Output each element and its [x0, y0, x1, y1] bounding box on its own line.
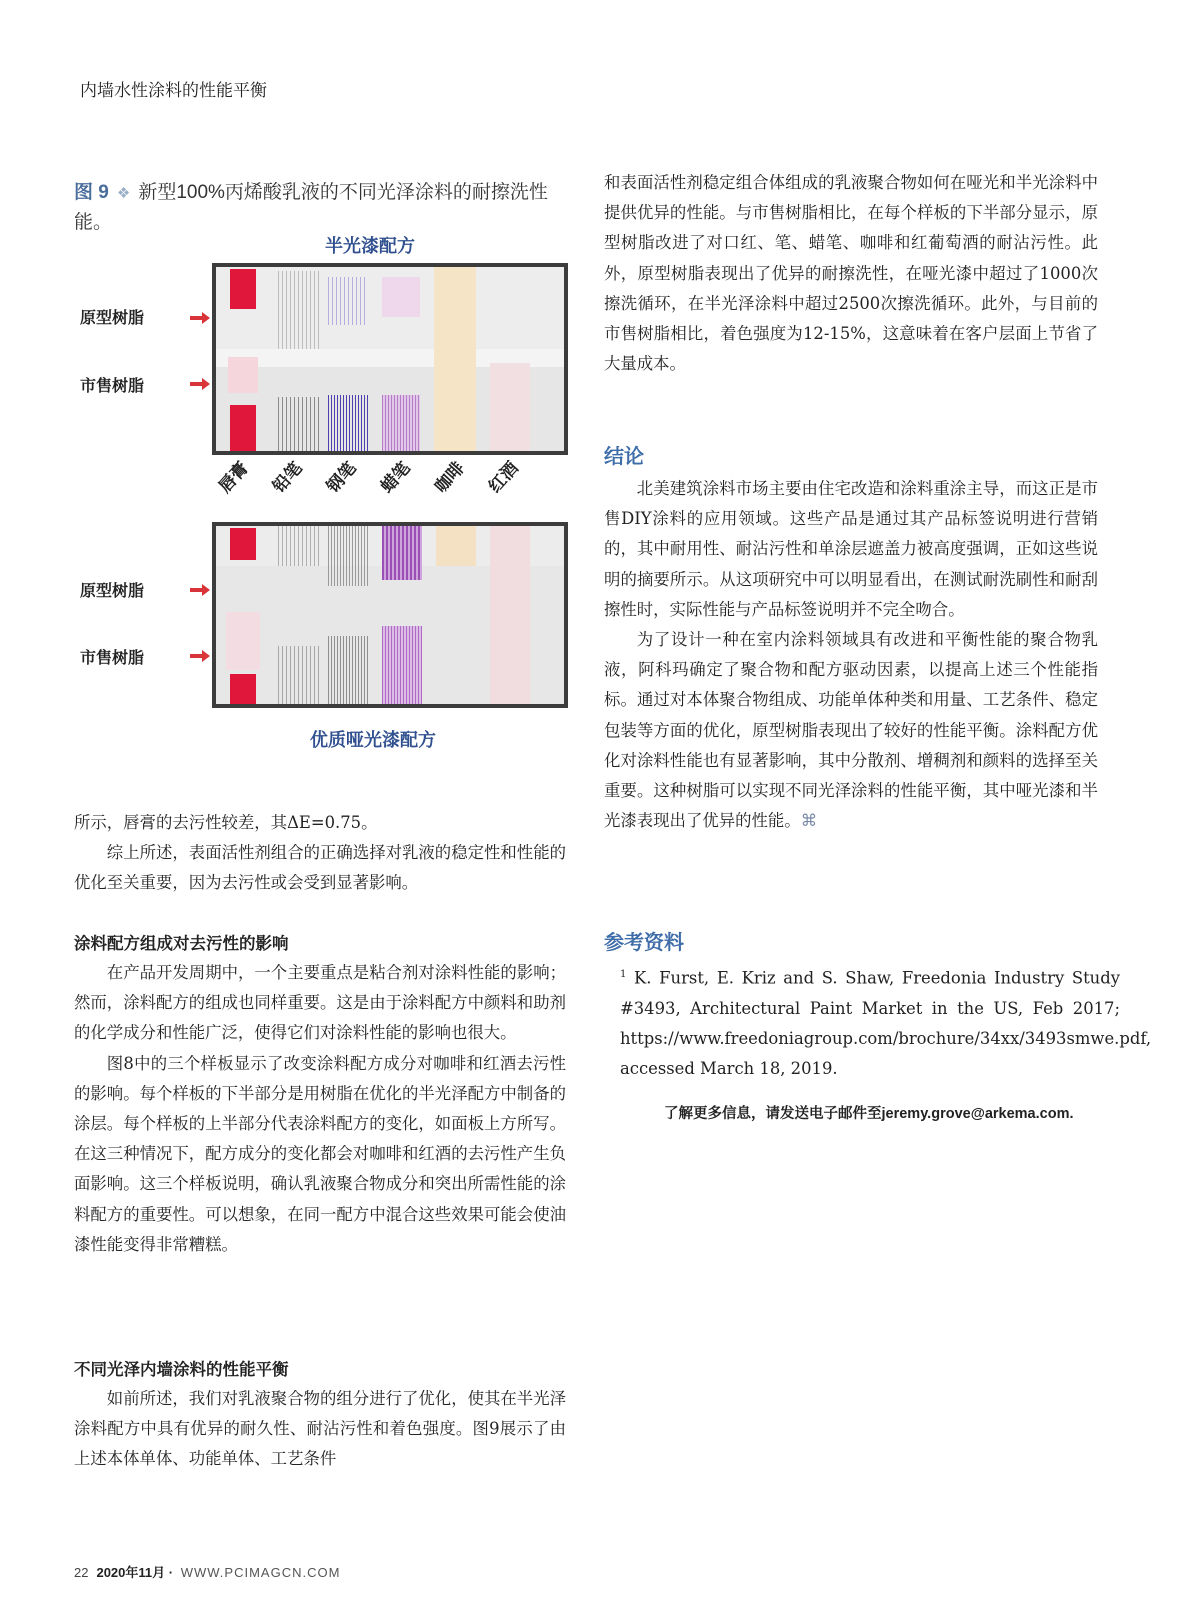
left-column-block-2 — [74, 958, 566, 1260]
issue-date: 2020年11月 · — [96, 1565, 174, 1580]
paragraph: 在产品开发周期中，一个主要重点是粘合剂对涂料性能的影响；然而，涂料配方的组成也同样重要。这是由于涂料配方中颜料和助剂的化学成分和性能广泛，使得它们对涂料性能的影响也很大。 — [74, 963, 566, 1043]
pen-stain-lower — [328, 395, 368, 453]
references-heading: 参考资料 — [604, 932, 684, 954]
lane-label-lipstick: 唇膏 — [215, 458, 253, 497]
diamond-icon: ❖ — [116, 185, 131, 202]
lipstick-stain-lower — [230, 674, 256, 708]
lane-label-coffee: 咖啡 — [431, 458, 469, 497]
pen-stain-lower — [328, 636, 370, 708]
paragraph: 所示，唇膏的去污性较差，其ΔE=0.75。 — [74, 813, 378, 832]
lipstick-stain-lower — [230, 405, 256, 451]
paragraph — [604, 625, 1098, 836]
paragraph-text: 为了设计一种在室内涂料领域具有改进和平衡性能的聚合物乳液，阿科玛确定了聚合物和配方驱动因素，以提高上述三个性能指标。通过对本体聚合物组成、功能单体种类和用量、工艺条件、稳定包装等方面的优化，原型树脂表现出了较好的性能平衡。涂料配方优化对涂料性能也有显著影响，其中分散剂、增稠剂和颜料的选择至关重要。这种树脂可以实现不同光泽涂料的性能平衡，其中哑光漆和半光漆表现出了优异的性能。 — [604, 630, 1098, 831]
pencil-stain-upper — [278, 271, 322, 349]
right-column-block-1 — [604, 168, 1098, 379]
pencil-stain-upper — [278, 526, 322, 566]
coffee-stain — [436, 526, 476, 566]
row-label-prototype-top: 原型树脂 — [80, 310, 145, 327]
paragraph: 图8中的三个样板显示了改变涂料配方成分对咖啡和红酒去污性的影响。每个样板的下半部分是用树脂在优化的半光泽配方中制备的涂层。每个样板的上半部分代表涂料配方的变化，如面板上方所写。在这三种情况下，配方成分的变化都会对咖啡和红酒的去污性产生负面影响。这三个样板说明，确认乳液聚合物成分和突出所需性能的涂料配方的重要性。可以想象，在同一配方中混合这些效果可能会使油漆性能变得非常糟糕。 — [74, 1053, 566, 1254]
running-head: 内墙水性涂料的性能平衡 — [80, 81, 267, 100]
wine-stain — [490, 363, 530, 455]
lipstick-stain-faint — [228, 357, 258, 393]
arrow-right-icon — [190, 584, 210, 596]
paragraph: 如前所述，我们对乳液聚合物的组分进行了优化，使其在半光泽涂料配方中具有优异的耐久性、耐沾污性和着色强度。图9展示了由上述本体单体、功能单体、工艺条件 — [74, 1389, 566, 1469]
figure-caption — [74, 178, 564, 237]
arrow-right-icon — [190, 378, 210, 390]
left-column-block-1 — [74, 808, 566, 899]
paragraph: 综上所述，表面活性剂组合的正确选择对乳液的稳定性和性能的优化至关重要，因为去污性或会受到显著影响。 — [74, 843, 566, 893]
conclusion-heading: 结论 — [604, 446, 644, 468]
reference-number: 1 — [620, 969, 627, 980]
lane-label-crayon: 蜡笔 — [377, 458, 415, 497]
pen-stain-upper — [328, 526, 370, 586]
lipstick-stain-faint — [226, 612, 260, 670]
figure-label: 图 9 — [74, 182, 109, 203]
figure-caption-text: 新型100%丙烯酸乳液的不同光泽涂料的耐擦洗性能。 — [74, 182, 548, 233]
paragraph: 北美建筑涂料市场主要由住宅改造和涂料重涂主导，而这正是市售DIY涂料的应用领域。这些产品是通过其产品标签说明进行营销的，其中耐用性、耐沾污性和单涂层遮盖力被高度强调，正如这些说明的摘要所示。从这项研究中可以明显看出，在测试耐洗刷性和耐刮擦性时，实际性能与产品标签说明并不完全吻合。 — [604, 479, 1098, 619]
row-label-commercial-top: 市售树脂 — [80, 378, 145, 395]
crayon-stain-lower — [382, 395, 420, 453]
pen-stain-upper — [328, 277, 368, 325]
right-column-block-2 — [604, 474, 1098, 836]
website-link[interactable]: WWW.PCIMAGCN.COM — [180, 1565, 341, 1580]
left-column-block-3 — [74, 1384, 566, 1475]
lane-label-pencil: 铅笔 — [269, 458, 307, 497]
reference-text: K. Furst, E. Kriz and S. Shaw, Freedonia Industry Study #3493, Architectural Paint Market in the US, Feb 2017; https://www.freedoniagroup.com/brochure/34xx/3493smwe.pdf, accessed March 18, 2019. — [620, 968, 1152, 1079]
arrow-right-icon — [190, 312, 210, 324]
page-number: 22 — [74, 1565, 89, 1580]
paragraph: 和表面活性剂稳定组合体组成的乳液聚合物如何在哑光和半光涂料中提供优异的性能。与市售树脂相比，在每个样板的下半部分显示，原型树脂改进了对口红、笔、蜡笔、咖啡和红葡萄酒的耐沾污性。此外，原型树脂表现出了优异的耐擦洗性，在哑光漆中超过了1000次擦洗循环，在半光泽涂料中超过2500次擦洗循环。此外，与目前的市售树脂相比，着色强度为12-15%，这意味着在客户层面上节省了大量成本。 — [604, 173, 1098, 374]
bottom-sample-panel — [212, 522, 568, 708]
pencil-stain-lower — [278, 397, 322, 453]
lipstick-stain-upper — [230, 269, 256, 309]
end-mark-icon: ⌘ — [800, 811, 818, 831]
subheading-formulation: 涂料配方组成对去污性的影响 — [74, 935, 289, 953]
top-sample-panel — [212, 263, 568, 455]
pencil-stain-lower — [278, 646, 322, 708]
top-panel-title: 半光漆配方 — [325, 236, 415, 256]
page-footer — [74, 1562, 340, 1581]
lane-label-wine: 红酒 — [485, 458, 523, 497]
row-label-commercial-bottom: 市售树脂 — [80, 650, 145, 667]
coffee-stain — [434, 267, 476, 455]
crayon-stain-lower — [382, 626, 422, 708]
wine-stain — [490, 526, 530, 708]
lipstick-stain-upper — [230, 528, 256, 560]
row-label-prototype-bottom: 原型树脂 — [80, 583, 145, 600]
crayon-stain-upper — [382, 526, 422, 580]
contact-line: 了解更多信息，请发送电子邮件至jeremy.grove@arkema.com. — [664, 1106, 1074, 1122]
arrow-right-icon — [190, 650, 210, 662]
lane-label-pen: 钢笔 — [323, 458, 361, 497]
crayon-stain-upper — [382, 277, 420, 317]
subheading-gloss-balance: 不同光泽内墙涂料的性能平衡 — [74, 1361, 289, 1379]
bottom-panel-title: 优质哑光漆配方 — [310, 730, 436, 750]
reference-entry — [620, 960, 1152, 1084]
